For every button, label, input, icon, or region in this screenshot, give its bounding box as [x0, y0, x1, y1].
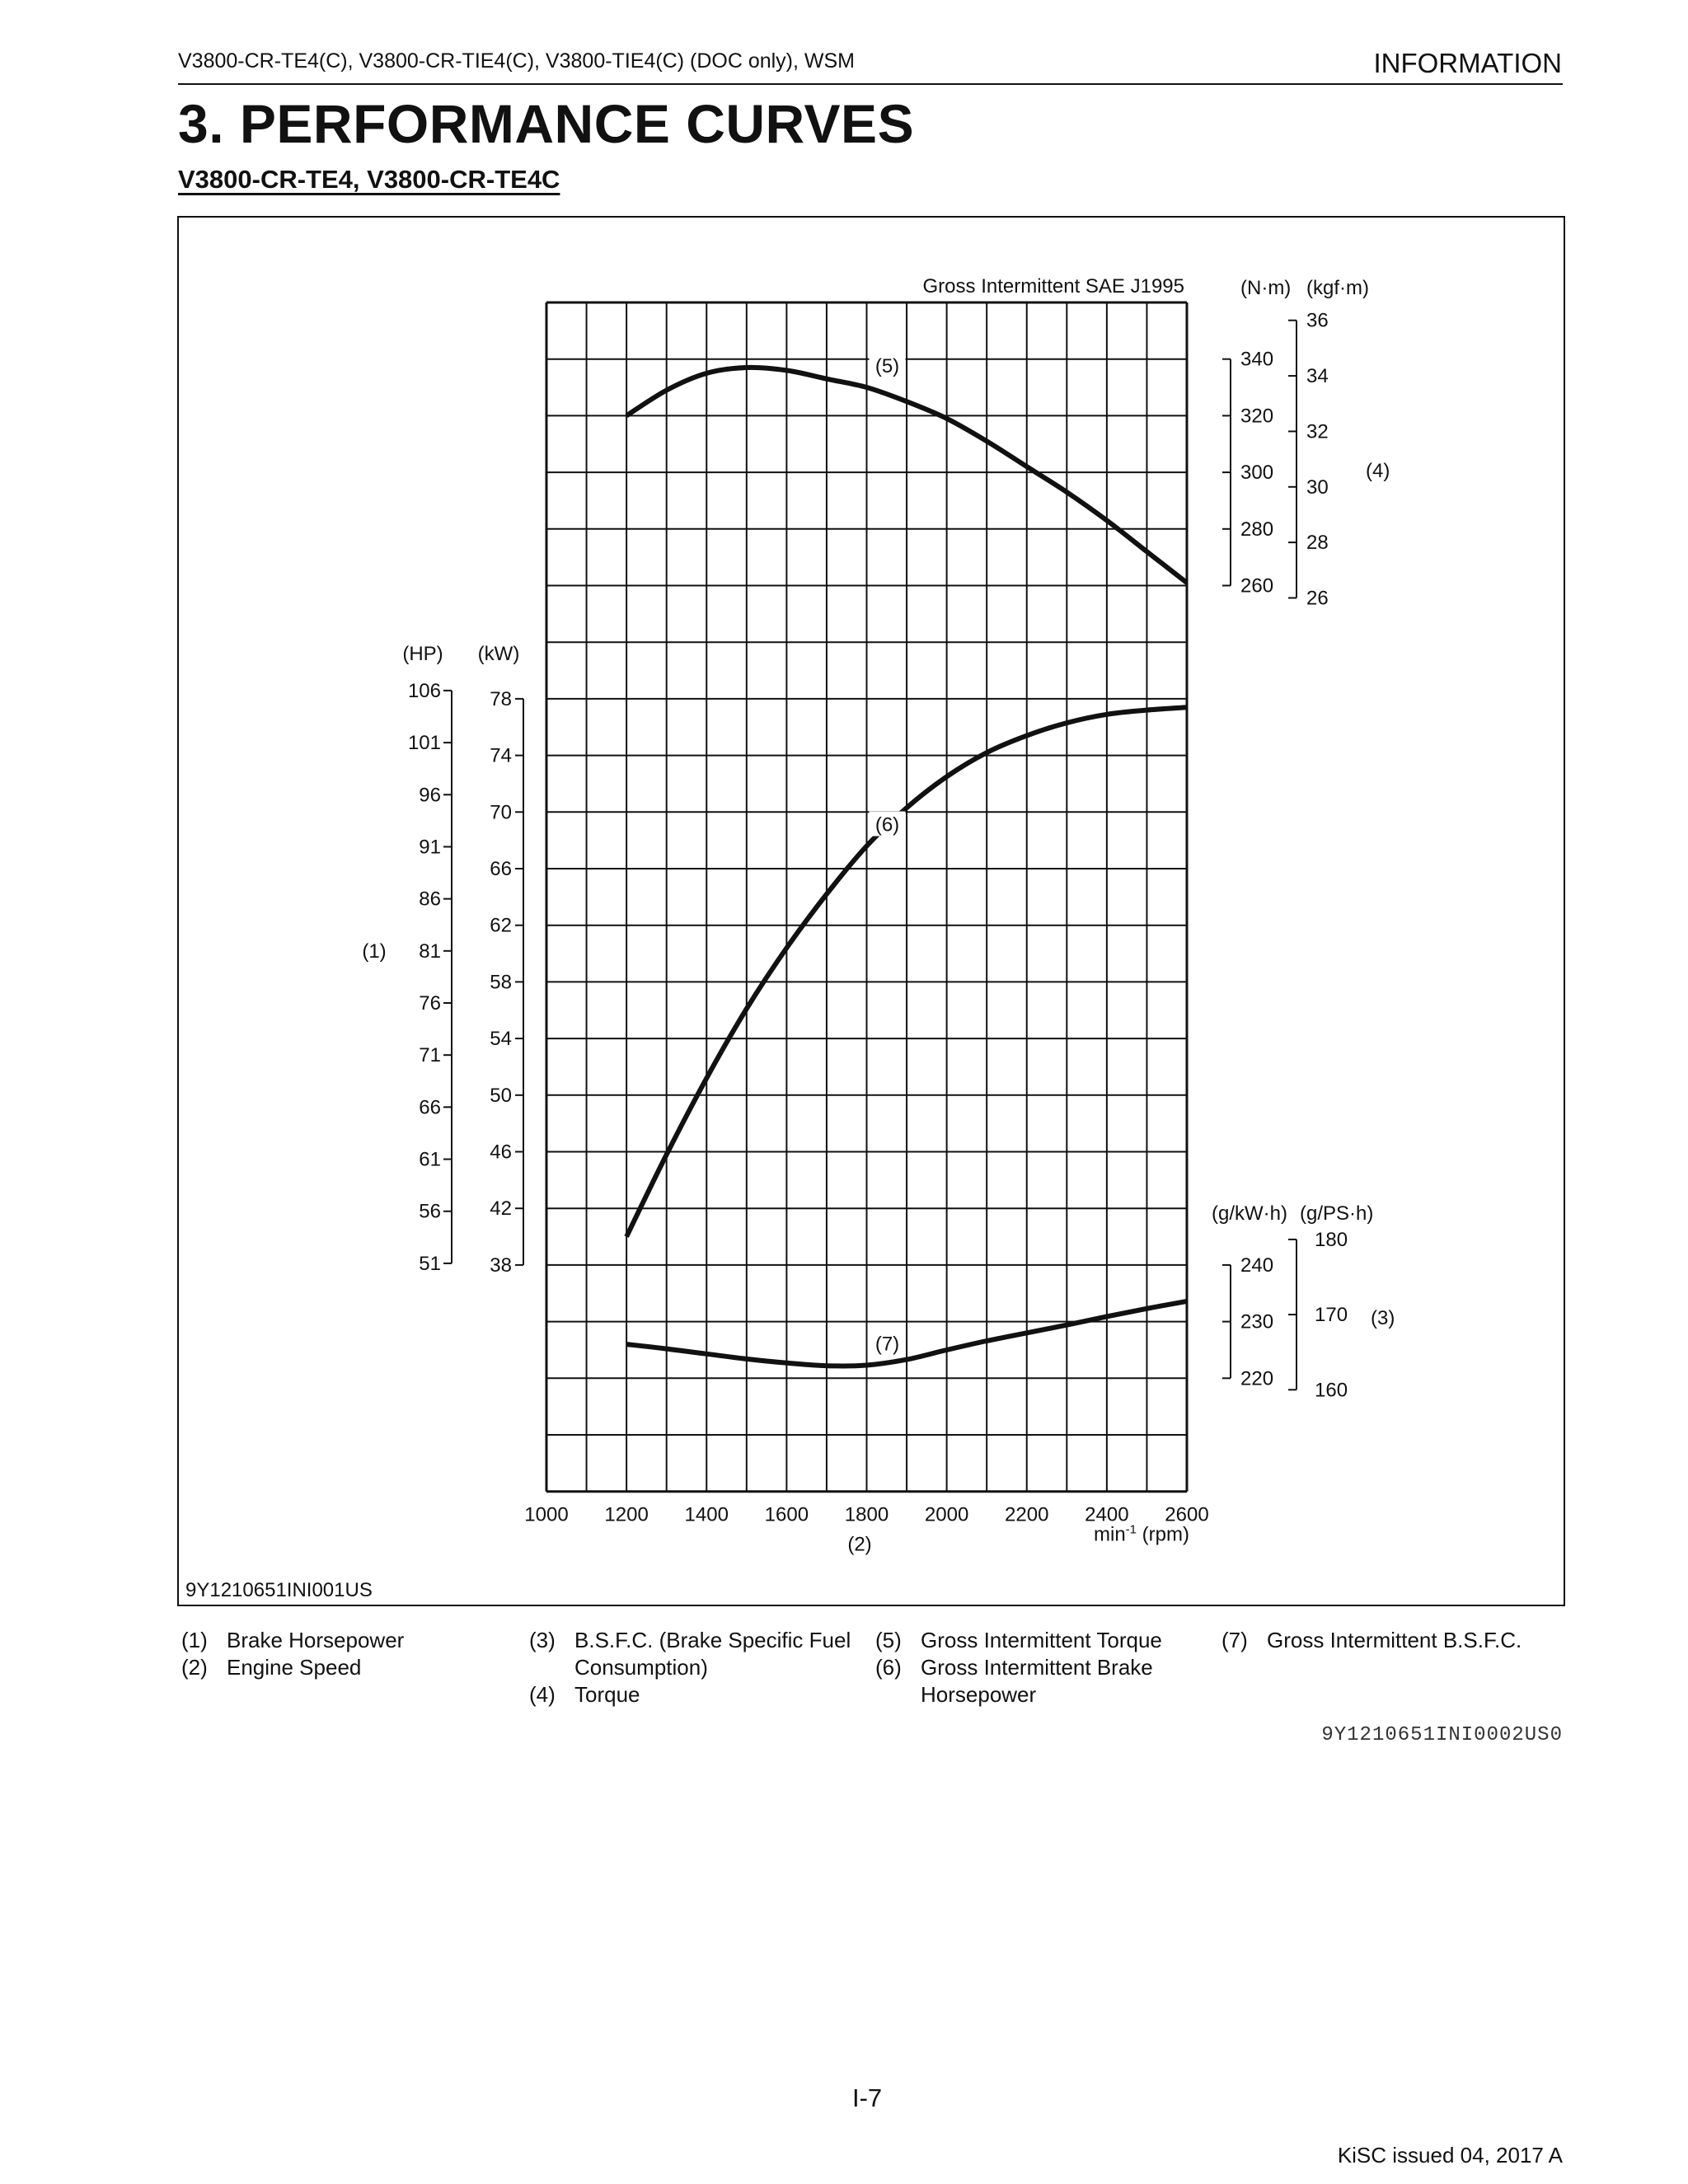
chart-labels	[185, 275, 1395, 1601]
x-axis-label: (2)	[847, 1533, 872, 1556]
axis-tick-label: 66	[419, 1096, 441, 1119]
power-hp-unit: (HP)	[402, 643, 443, 665]
legend-label-line2: Consumption)	[574, 1655, 708, 1680]
legend-label: Engine Speed	[227, 1655, 362, 1680]
legend-label: Gross Intermittent Torque	[921, 1628, 1162, 1652]
power-kw-unit: (kW)	[477, 643, 520, 665]
legend-label: Brake Horsepower	[227, 1628, 405, 1652]
header-divider	[178, 83, 1563, 85]
x-tick-label: 1400	[684, 1503, 729, 1526]
axis-tick-label: 86	[419, 888, 441, 911]
chart-grid	[546, 302, 1187, 1492]
axis-tick-label: 58	[490, 971, 512, 994]
x-tick-label: 2400	[1085, 1503, 1129, 1526]
axis-tick-label: 71	[419, 1044, 441, 1067]
performance-chart-figure	[177, 216, 1566, 1613]
header-document-title: V3800-CR-TE4(C), V3800-CR-TIE4(C), V3800-TIE4(C) (DOC only), WSM	[178, 49, 855, 73]
torque-kgfm-unit: (kgf·m)	[1306, 277, 1369, 299]
legend-number: (6)	[875, 1655, 902, 1680]
x-axis-unit: $\min^{-1} (rpm)$	[1094, 1522, 1189, 1546]
axis-tick-label: 170	[1315, 1304, 1348, 1327]
page-number: I-7	[852, 2083, 883, 2112]
axis-tick-label: 26	[1306, 587, 1329, 610]
axis-tick-label: 36	[1306, 309, 1329, 332]
x-tick-label: 2200	[1005, 1503, 1049, 1526]
chart-title: Gross Intermittent SAE J1995	[922, 275, 1184, 298]
axis-tick-label: 320	[1240, 405, 1274, 428]
series-label: (7)	[874, 1333, 900, 1356]
performance-chart	[177, 216, 1566, 1609]
x-tick-label: 1200	[604, 1503, 649, 1526]
axis-tick-label: 101	[407, 732, 441, 755]
power-axis-ref: (1)	[362, 940, 387, 963]
legend-number: (4)	[529, 1682, 556, 1707]
legend-label: Gross Intermittent B.S.F.C.	[1267, 1628, 1522, 1652]
torque-nm-unit: (N·m)	[1240, 277, 1292, 299]
axis-tick-label: 54	[490, 1028, 512, 1051]
axis-tick-label: 76	[419, 991, 441, 1015]
axis-tick-label: 91	[419, 836, 441, 859]
axis-tick-label: 38	[490, 1254, 512, 1277]
axis-tick-label: 160	[1315, 1379, 1348, 1402]
axis-tick-label: 32	[1306, 420, 1329, 443]
figure-frame	[178, 217, 1564, 1605]
axis-tick-label: 34	[1306, 365, 1329, 388]
axis-tick-label: 66	[490, 858, 512, 880]
chart-axes	[443, 321, 1296, 1390]
legend-label: Gross Intermittent Brake	[921, 1655, 1153, 1680]
axis-tick-label: 62	[490, 914, 512, 937]
axis-tick-label: 180	[1315, 1228, 1348, 1251]
bsfc-gkwh-unit: (g/kW·h)	[1212, 1202, 1287, 1225]
x-tick-label: 1800	[844, 1503, 889, 1526]
axis-tick-label: 280	[1240, 518, 1274, 541]
legend-number: (1)	[181, 1628, 208, 1652]
legend-label: Torque	[574, 1682, 640, 1707]
axis-tick-label: 220	[1240, 1367, 1274, 1390]
axis-tick-label: 30	[1306, 476, 1329, 499]
legend-number: (5)	[875, 1628, 902, 1652]
series-label: (6)	[874, 813, 900, 837]
legend-number: (3)	[529, 1628, 556, 1652]
bsfc-axis-ref: (3)	[1371, 1307, 1395, 1329]
page-title: 3. PERFORMANCE CURVES	[178, 93, 915, 154]
legend-number: (7)	[1221, 1628, 1248, 1652]
torque-axis-ref: (4)	[1366, 460, 1390, 482]
document-reference-code: 9Y1210651INI0002US0	[1321, 1724, 1563, 1746]
axis-tick-label: 260	[1240, 574, 1274, 598]
axis-tick-label: 78	[490, 687, 512, 710]
legend-label-line2: Horsepower	[921, 1682, 1037, 1707]
x-tick-label: 1600	[764, 1503, 809, 1526]
legend-label: B.S.F.C. (Brake Specific Fuel	[574, 1628, 851, 1652]
axis-tick-label: 28	[1306, 532, 1329, 555]
legend-number: (2)	[181, 1655, 208, 1680]
axis-tick-label: 81	[419, 940, 441, 963]
axis-tick-label: 51	[419, 1252, 441, 1275]
axis-tick-label: 300	[1240, 462, 1274, 485]
bsfc-gpsh-unit: (g/PS·h)	[1300, 1202, 1374, 1225]
axis-tick-label: 56	[419, 1200, 441, 1223]
header-section-name: INFORMATION	[1373, 48, 1562, 78]
axis-tick-label: 96	[419, 784, 441, 807]
issue-note: KiSC issued 04, 2017 A	[1337, 2143, 1563, 2168]
axis-tick-label: 70	[490, 801, 512, 824]
axis-tick-label: 240	[1240, 1254, 1274, 1277]
axis-tick-label: 74	[490, 744, 512, 767]
axis-tick-label: 230	[1240, 1310, 1274, 1333]
axis-tick-label: 61	[419, 1148, 441, 1171]
x-tick-label: 1000	[524, 1503, 569, 1526]
x-tick-label: 2000	[924, 1503, 969, 1526]
axis-tick-label: 42	[490, 1197, 512, 1221]
x-tick-label: 2600	[1165, 1503, 1209, 1526]
axis-tick-label: 106	[407, 679, 441, 702]
axis-tick-label: 46	[490, 1141, 512, 1164]
model-subtitle: V3800-CR-TE4, V3800-CR-TE4C	[178, 165, 560, 194]
axis-tick-label: 50	[490, 1084, 512, 1107]
series-label: (5)	[874, 355, 900, 378]
axis-tick-label: 340	[1240, 348, 1274, 371]
figure-code: 9Y1210651INI001US	[185, 1579, 373, 1601]
